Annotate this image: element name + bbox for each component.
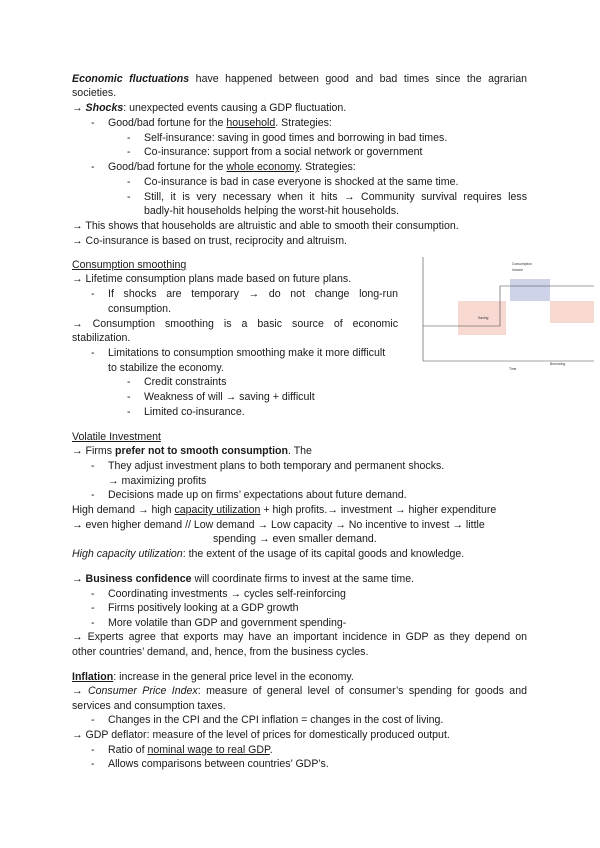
maximizing-profits-line: → maximizing profits	[108, 475, 207, 487]
chart-label-consumption: Consumption	[512, 262, 532, 266]
co-insurance-item: Co-insurance: support from a social network or government	[144, 146, 423, 158]
bullet-dash: -	[91, 347, 95, 359]
low-demand-line-cont: spending → even smaller demand.	[213, 533, 377, 545]
chart-xlabel: Time	[509, 367, 517, 371]
bullet-dash: -	[127, 376, 131, 388]
low-demand-line: → even higher demand // Low demand → Low capacity → No incentive to invest → little	[72, 519, 485, 531]
more-volatile-item: More volatile than GDP and government spending-	[108, 617, 347, 629]
smoothing-stabilization-cont: stabilization.	[72, 332, 131, 344]
community-survival-item-cont: badly-hit households helping the worst-hit households.	[144, 205, 400, 217]
bullet-dash: -	[91, 744, 95, 756]
bullet-dash: -	[91, 460, 95, 472]
bullet-dash: -	[91, 117, 95, 129]
smoothing-line-1: → Lifetime consumption plans made based on future plans.	[72, 273, 352, 285]
saving-area	[510, 279, 550, 301]
business-confidence-line: → Business confidence will coordinate firms to invest at the same time.	[72, 573, 415, 585]
chart-label-income: Income	[512, 268, 524, 272]
temporary-shocks-item: If shocks are temporary → do not change long-run	[108, 288, 398, 300]
cpi-line-cont: services and consumption taxes.	[72, 700, 226, 712]
bullet-dash: -	[127, 391, 131, 403]
adjust-investment-item: They adjust investment plans to both temporary and permanent shocks.	[108, 460, 445, 472]
conclusion-line-1: → This shows that households are altruistic and able to smooth their consumption.	[72, 220, 459, 232]
economic-fluctuations-term: Economic fluctuations	[72, 73, 190, 85]
capacity-utilization-definition: High capacity utilization: the extent of the usage of its capital goods and knowledge.	[72, 548, 465, 560]
comparisons-item: Allows comparisons between countries’ GDP’s.	[108, 758, 329, 770]
household-bullet: Good/bad fortune for the household. Strategies:	[108, 117, 332, 129]
volatile-investment-heading: Volatile Investment	[72, 431, 161, 443]
bullet-dash: -	[91, 602, 95, 614]
whole-economy-bullet: Good/bad fortune for the whole economy. Strategies:	[108, 161, 356, 173]
chart-label-saving: Saving	[478, 316, 489, 320]
bullet-dash: -	[91, 758, 95, 770]
intro-line-1: Economic fluctuations have happened between good and bad times since the agrarian	[72, 73, 527, 85]
shocks-term: Shocks	[85, 102, 124, 114]
limited-co-insurance-item: Limited co-insurance.	[144, 406, 245, 418]
limitations-item: Limitations to consumption smoothing make it more difficult	[108, 347, 386, 359]
cpi-changes-item: Changes in the CPI and the CPI inflation = changes in the cost of living.	[108, 714, 444, 726]
self-insurance-item: Self-insurance: saving in good times and borrowing in bad times.	[144, 132, 448, 144]
decisions-item: Decisions made up on firms’ expectations about future demand.	[108, 489, 407, 501]
bullet-dash: -	[127, 191, 131, 203]
conclusion-line-2: → Co-insurance is based on trust, reciprocity and altruism.	[72, 235, 347, 247]
saving-area-right	[550, 301, 594, 323]
bullet-dash: -	[91, 714, 95, 726]
high-demand-line: High demand → high capacity utilization + high profits.→ investment → higher expenditure	[72, 504, 497, 516]
gdp-growth-item: Firms positively looking at a GDP growth	[108, 602, 299, 614]
inflation-definition: Inflation: increase in the general price level in the economy.	[72, 671, 354, 683]
consumption-smoothing-heading: Consumption smoothing	[72, 259, 187, 271]
bullet-dash: -	[91, 161, 95, 173]
bullet-dash: -	[91, 288, 95, 300]
investment-line-1: → Firms prefer not to smooth consumption. The	[72, 445, 312, 457]
consumption-smoothing-chart	[420, 257, 594, 377]
smoothing-stabilization-line: → Consumption smoothing is a basic source of economic	[72, 318, 398, 330]
bullet-dash: -	[91, 588, 95, 600]
shocks-definition: → Shocks: unexpected events causing a GDP fluctuation.	[72, 102, 347, 114]
bullet-dash: -	[91, 489, 95, 501]
experts-line-cont: other countries’ demand, and, hence, from the business cycles.	[72, 646, 369, 658]
inflation-term: Inflation	[72, 671, 114, 683]
chart-svg	[420, 257, 594, 377]
bullet-dash: -	[127, 146, 131, 158]
community-survival-item: Still, it is very necessary when it hits → Community survival requires less	[144, 191, 527, 203]
bullet-dash: -	[91, 617, 95, 629]
credit-constraints-item: Credit constraints	[144, 376, 227, 388]
coordinating-investments-item: Coordinating investments → cycles self-reinforcing	[108, 588, 346, 600]
weakness-of-will-item: Weakness of will → saving + difficult	[144, 391, 315, 403]
experts-line: → Experts agree that exports may have an important incidence in GDP as they depend on	[72, 631, 527, 643]
bullet-dash: -	[127, 406, 131, 418]
bullet-dash: -	[127, 132, 131, 144]
gdp-deflator-line: → GDP deflator: measure of the level of prices for domestically produced output.	[72, 729, 450, 741]
limitations-item-cont: to stabilize the economy.	[108, 362, 224, 374]
co-insurance-bad-item: Co-insurance is bad in case everyone is shocked at the same time.	[144, 176, 459, 188]
temporary-shocks-item-cont: consumption.	[108, 303, 172, 315]
intro-line-2: societies.	[72, 87, 117, 99]
bullet-dash: -	[127, 176, 131, 188]
chart-label-borrowing: Borrowing	[550, 362, 566, 366]
cpi-line: → Consumer Price Index: measure of general level of consumer’s spending for goods and	[72, 685, 527, 697]
ratio-item: Ratio of nominal wage to real GDP.	[108, 744, 273, 756]
